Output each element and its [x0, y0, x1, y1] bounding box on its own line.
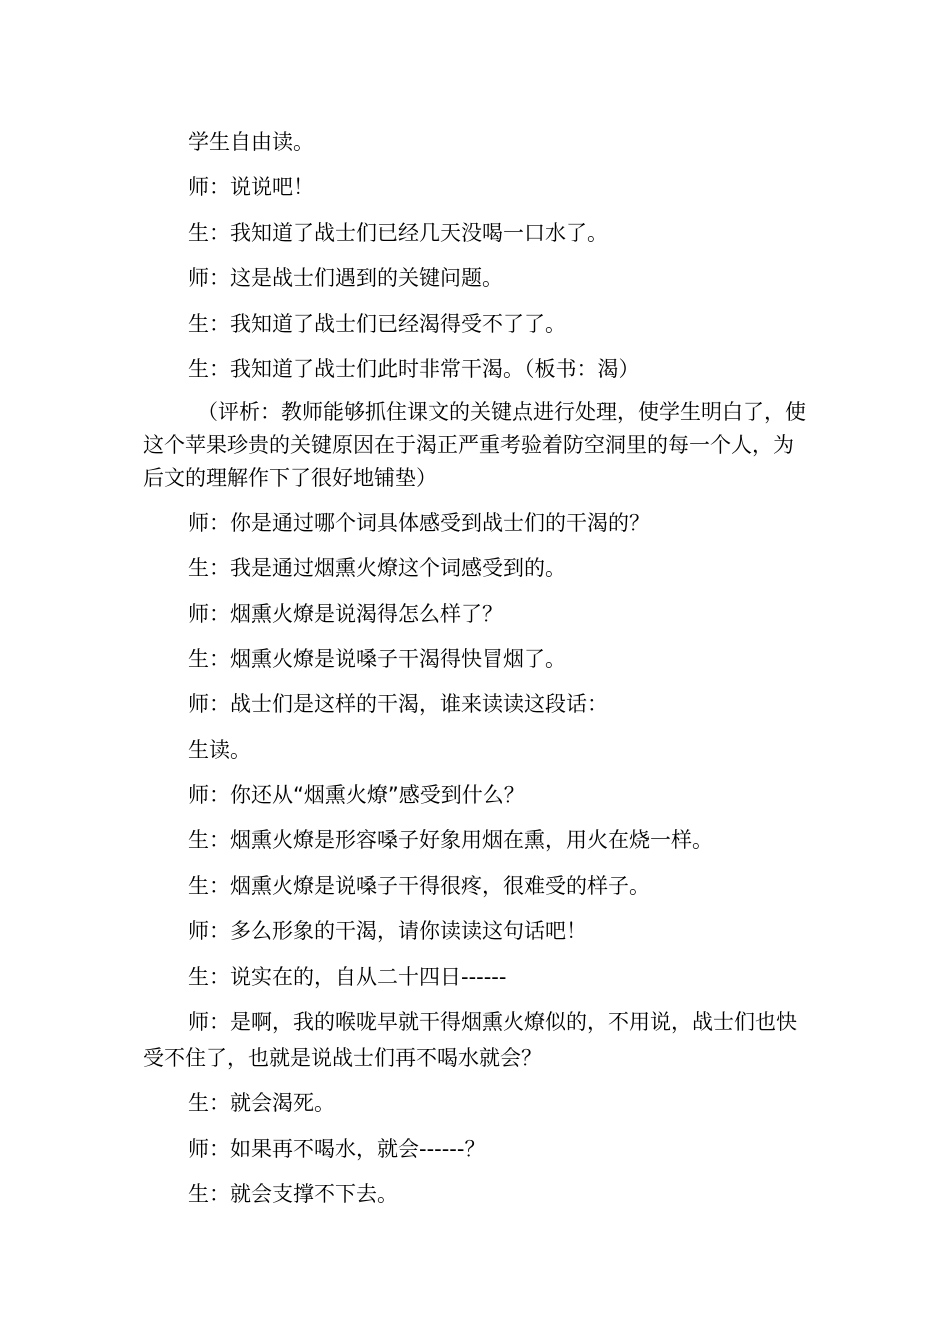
paragraph: 生：说实在的，自从二十四日------ [188, 964, 507, 989]
paragraph: 师：这是战士们遇到的关键问题。 [188, 266, 503, 291]
paragraph: 师：说说吧！ [188, 175, 314, 200]
paragraph: 生：就会渴死。 [188, 1091, 335, 1116]
document-body [143, 124, 808, 1222]
paragraph: 生：我是通过烟熏火燎这个词感受到的。 [188, 556, 566, 581]
paragraph: 师：你是通过哪个词具体感受到战士们的干渴的？ [188, 510, 650, 535]
paragraph: 生：烟熏火燎是形容嗓子好象用烟在熏，用火在烧一样。 [188, 828, 713, 853]
paragraph: 生：烟熏火燎是说嗓子干得很疼，很难受的样子。 [188, 873, 650, 898]
paragraph: 生：就会支撑不下去。 [188, 1182, 398, 1207]
paragraph: 师：是啊，我的喉咙早就干得烟熏火燎似的，不用说，战士们也快受不住了，也就是说战士们再不喝水就会？ [143, 1010, 797, 1071]
paragraph: 师：如果再不喝水，就会------？ [188, 1136, 486, 1161]
paragraph: 生读。 [188, 737, 251, 762]
paragraph: 生：烟熏火燎是说嗓子干渴得快冒烟了。 [188, 646, 566, 671]
paragraph: 生：我知道了战士们已经渴得受不了了。 [188, 311, 566, 336]
paragraph: 师：多么形象的干渴，请你读读这句话吧！ [188, 919, 587, 944]
commentary-paragraph: （评析：教师能够抓住课文的关键点进行处理，使学生明白了，使这个苹果珍贵的关键原因在于渴正严重考验着防空洞里的每一个人，为后文的理解作下了很好地铺垫） [143, 400, 806, 491]
paragraph: 师：烟熏火燎是说渴得怎么样了？ [188, 601, 503, 626]
paragraph: 师：战士们是这样的干渴，谁来读读这段话： [188, 692, 608, 717]
paragraph: 师：你还从“烟熏火燎”感受到什么？ [188, 783, 525, 808]
paragraph: 生：我知道了战士们已经几天没喝一口水了。 [188, 220, 608, 245]
paragraph: 学生自由读。 [188, 130, 314, 154]
paragraph: 生：我知道了战士们此时非常干渴。（板书：渴） [188, 356, 640, 381]
